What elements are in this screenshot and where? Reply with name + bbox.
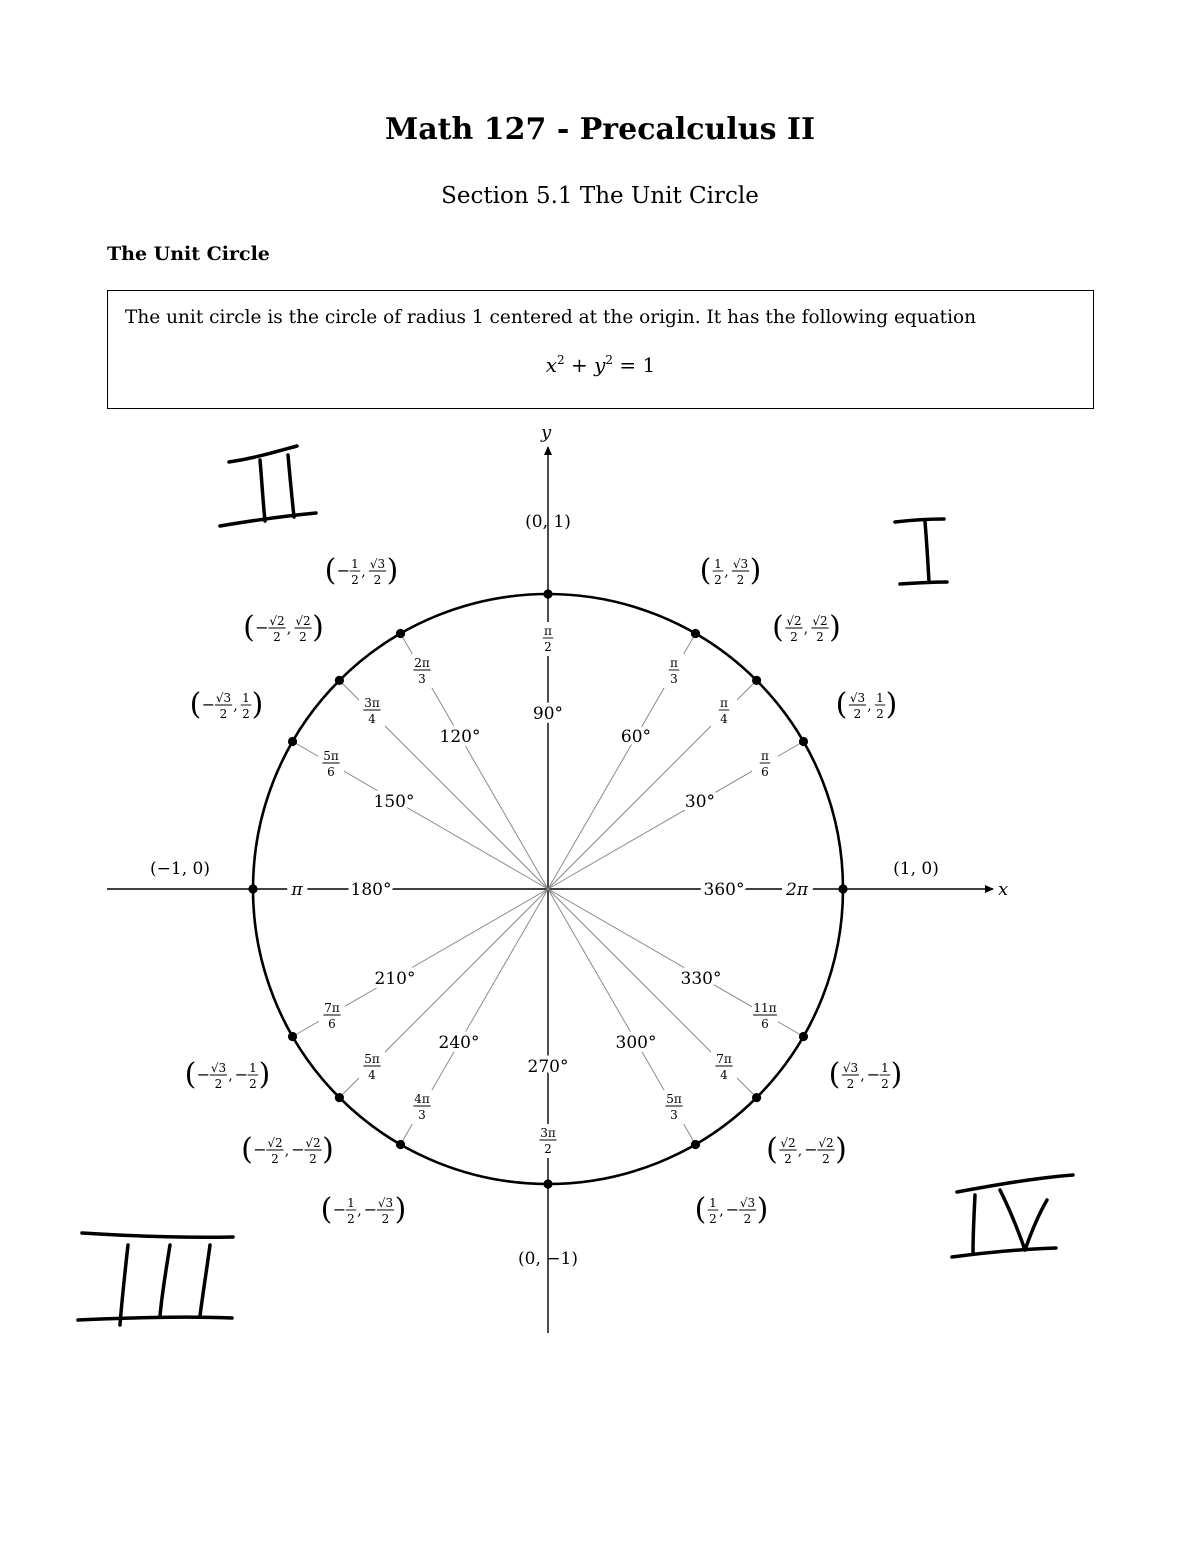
quadrant-mark-q3 [78, 1233, 233, 1325]
angle-270-radian-label-den: 2 [544, 1142, 552, 1156]
angle-330-coord-label-y-num: 1 [881, 1061, 889, 1075]
angle-270-radian-label-num: 3π [540, 1126, 556, 1140]
angle-45-coord-label-comma: , [803, 621, 809, 637]
angle-150-radian-label-den: 6 [327, 765, 335, 779]
angle-150-coord-label-x-num: √3 [215, 691, 232, 705]
definition-box [107, 290, 1094, 409]
angle-120-degree-label: 120° [439, 727, 481, 747]
angle-210-point [288, 1032, 297, 1041]
angle-135-coord-label-x [268, 614, 285, 644]
angle-45-coord-label [772, 610, 841, 645]
angle-210-coord-label-comma: , [228, 1068, 233, 1084]
angle-300-coord-label-y [739, 1196, 756, 1226]
angle-30-degree-label: 30° [684, 792, 716, 812]
angle-330-coord-label-rparen: ) [890, 1057, 903, 1092]
definition-text: The unit circle is the circle of radius 1 centered at the origin. It has the following equation [125, 307, 977, 328]
quadrant-mark-q4 [952, 1175, 1073, 1257]
angle-180-point [248, 884, 257, 893]
angle-330-degree-label: 330° [680, 969, 722, 989]
angle-210-coord-label-x-num: √3 [210, 1061, 227, 1075]
angle-150-coord-label-x [215, 691, 232, 721]
angle-225-coord-label-x-den: 2 [271, 1152, 279, 1166]
angle-45-coord-label-lparen: ( [772, 610, 784, 645]
angle-210-coord-label [185, 1057, 271, 1092]
angle-150-coord-label-x-den: 2 [219, 707, 228, 721]
eq-equals: = [619, 353, 637, 377]
angle-240-point [396, 1140, 405, 1149]
angle-315-coord-label-x-num: √2 [780, 1136, 796, 1150]
angle-30-point [799, 737, 808, 746]
angle-150-coord-label-lparen: ( [189, 687, 202, 722]
angle-135-coord-label-y-den: 2 [299, 630, 307, 644]
unit-circle-equation [108, 353, 1093, 377]
angle-315-coord-label-y-den: 2 [822, 1152, 830, 1166]
angle-60-radian-label-den: 3 [670, 672, 678, 686]
angle-120-coord-label-x-num: 1 [351, 557, 359, 571]
angle-135-coord-label-y-num: √2 [295, 614, 311, 628]
eq-x: x [545, 353, 557, 377]
angle-30-coord-label-y-den: 2 [876, 707, 884, 721]
angle-225-coord-label-x [266, 1136, 283, 1166]
angle-150-point [288, 737, 297, 746]
eq-power-y: 2 [605, 353, 614, 367]
angle-315-coord-label-y [817, 1136, 834, 1166]
angle-210-coord-label-y-num: 1 [249, 1061, 257, 1075]
angle-150-coord-label-rparen: ) [251, 687, 264, 722]
angle-300-coord-label-y-minus: − [725, 1200, 740, 1219]
angle-90-degree-label: 90° [532, 704, 564, 724]
page-title: Math 127 - Precalculus II [385, 112, 815, 147]
angle-300-radian-label-num: 5π [666, 1092, 682, 1106]
angle-315-coord-label-lparen: ( [766, 1132, 778, 1167]
angle-120-coord-label-rparen: ) [386, 553, 399, 588]
angle-210-radian-label-den: 6 [328, 1017, 336, 1031]
angle-0-degree-label: 360° [703, 880, 745, 900]
angle-225-coord-label-x-minus: − [253, 1140, 267, 1159]
angle-210-degree-label: 210° [374, 969, 416, 989]
angle-300-coord-label-x-num: 1 [709, 1196, 717, 1210]
angle-330-coord-label-x [842, 1061, 859, 1091]
angle-330-coord-label-y-den: 2 [881, 1077, 889, 1091]
angle-300-coord-label-x [708, 1196, 719, 1226]
angle-240-degree-label: 240° [438, 1033, 480, 1053]
angle-60-coord-label-y [732, 557, 749, 587]
angle-60-coord-label-comma: , [724, 564, 729, 580]
angle-330-coord-label-y-minus: − [866, 1065, 881, 1084]
angle-210-coord-label-x [210, 1061, 227, 1091]
angle-330-point [799, 1032, 808, 1041]
angle-315-radian-label-num: 7π [716, 1052, 732, 1066]
angle-210-coord-label-y [248, 1061, 259, 1091]
angle-0-point [838, 884, 847, 893]
quadrant-mark-q1 [895, 519, 947, 584]
angle-240-coord-label-y [377, 1196, 394, 1226]
angle-135-coord-label-x-num: √2 [269, 614, 285, 628]
angle-225-radian-label-num: 5π [364, 1052, 380, 1066]
angle-150-degree-label: 150° [373, 792, 415, 812]
angle-150-coord-label-y-num: 1 [242, 691, 250, 705]
eq-rhs: 1 [642, 353, 656, 377]
angle-240-coord-label-rparen: ) [394, 1192, 407, 1227]
angle-270-degree-label: 270° [527, 1057, 569, 1077]
angle-315-coord-label-x [779, 1136, 796, 1166]
angle-225-coord-label-y-num: √2 [305, 1136, 321, 1150]
angle-315-coord-label-comma: , [797, 1143, 803, 1159]
angle-30-radian-label-num: π [761, 749, 769, 763]
angle-330-coord-label-comma: , [860, 1068, 865, 1084]
eq-y: y [594, 353, 606, 377]
angle-135-coord-label-rparen: ) [312, 610, 324, 645]
angle-240-coord-label-y-minus: − [363, 1200, 378, 1219]
angle-240-coord-label [321, 1192, 407, 1227]
angle-30-coord-label-lparen: ( [835, 687, 848, 722]
angle-240-radian-label-den: 3 [418, 1108, 426, 1122]
angle-300-coord-label-y-num: √3 [739, 1196, 756, 1210]
angle-225-coord-label-x-num: √2 [267, 1136, 283, 1150]
angle-30-coord-label [836, 687, 898, 722]
angle-90-radian-label-den: 2 [544, 640, 552, 654]
angle-45-coord-label-rparen: ) [829, 610, 841, 645]
angle-180-radian-label: π [291, 880, 303, 900]
angle-30-coord-label-y [875, 691, 886, 721]
angle-270-point [543, 1179, 552, 1188]
angle-300-degree-label: 300° [615, 1033, 657, 1053]
angle-240-coord-label-x-minus: − [332, 1200, 347, 1219]
angle-315-coord-label-x-den: 2 [784, 1152, 792, 1166]
angle-330-coord-label-x-num: √3 [842, 1061, 859, 1075]
angle-315-point [752, 1093, 761, 1102]
angle-135-coord-label [243, 610, 324, 645]
angle-225-radian-label-den: 4 [368, 1068, 376, 1082]
angle-225-coord-label-comma: , [284, 1143, 290, 1159]
angle-30-coord-label-x-den: 2 [853, 707, 862, 721]
angle-240-coord-label-y-den: 2 [381, 1212, 390, 1226]
angle-300-point [691, 1140, 700, 1149]
angle-60-radian-label-num: π [670, 656, 678, 670]
angle-120-coord-label-x-den: 2 [351, 573, 359, 587]
angle-30-radian-label-den: 6 [761, 765, 769, 779]
angle-60-coord-label-rparen: ) [749, 553, 762, 588]
angle-150-coord-label-y [241, 691, 252, 721]
angle-315-coord-label-y-minus: − [804, 1140, 818, 1159]
angle-240-coord-label-x-num: 1 [347, 1196, 355, 1210]
angle-225-coord-label-y [304, 1136, 321, 1166]
angle-300-radian-label-den: 3 [670, 1108, 678, 1122]
angle-210-coord-label-x-den: 2 [214, 1077, 223, 1091]
angle-45-coord-label-y-num: √2 [812, 614, 828, 628]
angle-225-point [335, 1093, 344, 1102]
angle-30-coord-label-x [849, 691, 866, 721]
angle-210-coord-label-rparen: ) [258, 1057, 271, 1092]
angle-270-coord-label: (0, −1) [518, 1249, 578, 1269]
angle-315-coord-label-y-num: √2 [818, 1136, 834, 1150]
angle-135-point [335, 676, 344, 685]
eq-plus: + [570, 353, 588, 377]
section-subtitle: Section 5.1 The Unit Circle [441, 183, 759, 209]
angle-330-coord-label-y [880, 1061, 891, 1091]
angle-330-coord-label [829, 1057, 903, 1092]
angle-60-degree-label: 60° [620, 727, 652, 747]
angle-30-coord-label-comma: , [867, 698, 872, 714]
angle-120-coord-label-x-minus: − [336, 561, 351, 580]
angle-135-coord-label-y [294, 614, 311, 644]
angle-120-radian-label-den: 3 [418, 672, 426, 686]
angle-120-coord-label-y-num: √3 [369, 557, 386, 571]
angle-240-radian-label-num: 4π [414, 1092, 430, 1106]
angle-240-coord-label-x [346, 1196, 357, 1226]
angle-60-point [691, 629, 700, 638]
angle-150-radian-label-num: 5π [323, 749, 339, 763]
quadrant-mark-q2 [220, 446, 316, 526]
angle-315-coord-label [766, 1132, 847, 1167]
angle-240-coord-label-x-den: 2 [347, 1212, 355, 1226]
angle-45-coord-label-x [785, 614, 802, 644]
angle-60-coord-label-x-num: 1 [714, 557, 722, 571]
angle-60-coord-label-y-den: 2 [736, 573, 745, 587]
angle-180-degree-label: 180° [350, 880, 392, 900]
angle-225-coord-label-rparen: ) [322, 1132, 334, 1167]
angle-135-coord-label-x-den: 2 [273, 630, 281, 644]
angle-60-coord-label-y-num: √3 [732, 557, 749, 571]
angle-120-radian-label-num: 2π [414, 656, 430, 670]
angle-120-coord-label-lparen: ( [324, 553, 337, 588]
angle-120-coord-label [325, 553, 399, 588]
angle-225-coord-label-lparen: ( [241, 1132, 253, 1167]
angle-45-coord-label-x-den: 2 [790, 630, 798, 644]
angle-300-coord-label-y-den: 2 [743, 1212, 752, 1226]
angle-225-coord-label-y-den: 2 [309, 1152, 317, 1166]
angle-300-coord-label [695, 1192, 769, 1227]
angle-210-radian-label-num: 7π [324, 1001, 340, 1015]
angle-30-coord-label-y-num: 1 [876, 691, 884, 705]
angle-210-coord-label-x-minus: − [196, 1065, 211, 1084]
angle-135-coord-label-comma: , [286, 621, 292, 637]
angle-150-coord-label-comma: , [233, 698, 238, 714]
angle-30-coord-label-rparen: ) [885, 687, 898, 722]
angle-210-coord-label-y-den: 2 [249, 1077, 257, 1091]
angle-60-coord-label-x-den: 2 [714, 573, 722, 587]
angle-45-point [752, 676, 761, 685]
angle-0-coord-label: (1, 0) [893, 859, 939, 879]
angle-45-coord-label-x-num: √2 [786, 614, 802, 628]
angle-330-radian-label-num: 11π [753, 1001, 777, 1015]
angle-90-point [543, 589, 552, 598]
angle-45-radian-label-den: 4 [720, 712, 728, 726]
angle-240-coord-label-comma: , [357, 1203, 362, 1219]
angle-45-coord-label-y [811, 614, 828, 644]
angle-180-coord-label: (−1, 0) [150, 859, 210, 879]
angle-300-coord-label-rparen: ) [756, 1192, 769, 1227]
angle-150-coord-label [190, 687, 264, 722]
angle-225-coord-label [241, 1132, 334, 1167]
angle-330-coord-label-x-den: 2 [846, 1077, 855, 1091]
angle-60-coord-label [700, 553, 762, 588]
angle-0-radian-label: 2π [786, 880, 808, 900]
angle-120-coord-label-y-den: 2 [373, 573, 382, 587]
angle-150-coord-label-y-den: 2 [242, 707, 250, 721]
angle-120-point [396, 629, 405, 638]
angle-240-coord-label-y-num: √3 [377, 1196, 394, 1210]
angle-315-coord-label-rparen: ) [835, 1132, 847, 1167]
angle-45-radian-label-num: π [720, 696, 728, 710]
eq-power-x: 2 [556, 353, 565, 367]
angle-45-coord-label-y-den: 2 [816, 630, 824, 644]
section-heading: The Unit Circle [107, 243, 270, 265]
y-axis-label: y [541, 422, 552, 443]
angle-120-coord-label-y [369, 557, 386, 587]
angle-300-coord-label-lparen: ( [694, 1192, 707, 1227]
angle-60-coord-label-x [713, 557, 724, 587]
angle-120-coord-label-x [350, 557, 361, 587]
angle-135-coord-label-lparen: ( [243, 610, 255, 645]
angle-210-coord-label-lparen: ( [184, 1057, 197, 1092]
angle-240-coord-label-lparen: ( [320, 1192, 333, 1227]
x-axis-label: x [998, 879, 1009, 900]
angle-315-radian-label-den: 4 [720, 1068, 728, 1082]
angle-135-radian-label-num: 3π [364, 696, 380, 710]
angle-330-radian-label-den: 6 [761, 1017, 769, 1031]
angle-225-coord-label-y-minus: − [291, 1140, 305, 1159]
angle-300-coord-label-comma: , [719, 1203, 724, 1219]
angle-60-coord-label-lparen: ( [699, 553, 712, 588]
angle-330-coord-label-lparen: ( [828, 1057, 841, 1092]
angle-135-radian-label-den: 4 [368, 712, 376, 726]
angle-90-coord-label: (0, 1) [525, 512, 571, 532]
angle-135-coord-label-x-minus: − [255, 618, 269, 637]
unit-circle-diagram [0, 415, 1200, 1345]
angle-150-coord-label-x-minus: − [201, 695, 216, 714]
angle-90-radian-label-num: π [544, 624, 552, 638]
angle-300-coord-label-x-den: 2 [709, 1212, 717, 1226]
angle-30-coord-label-x-num: √3 [849, 691, 866, 705]
angle-120-coord-label-comma: , [361, 564, 366, 580]
angle-210-coord-label-y-minus: − [234, 1065, 249, 1084]
